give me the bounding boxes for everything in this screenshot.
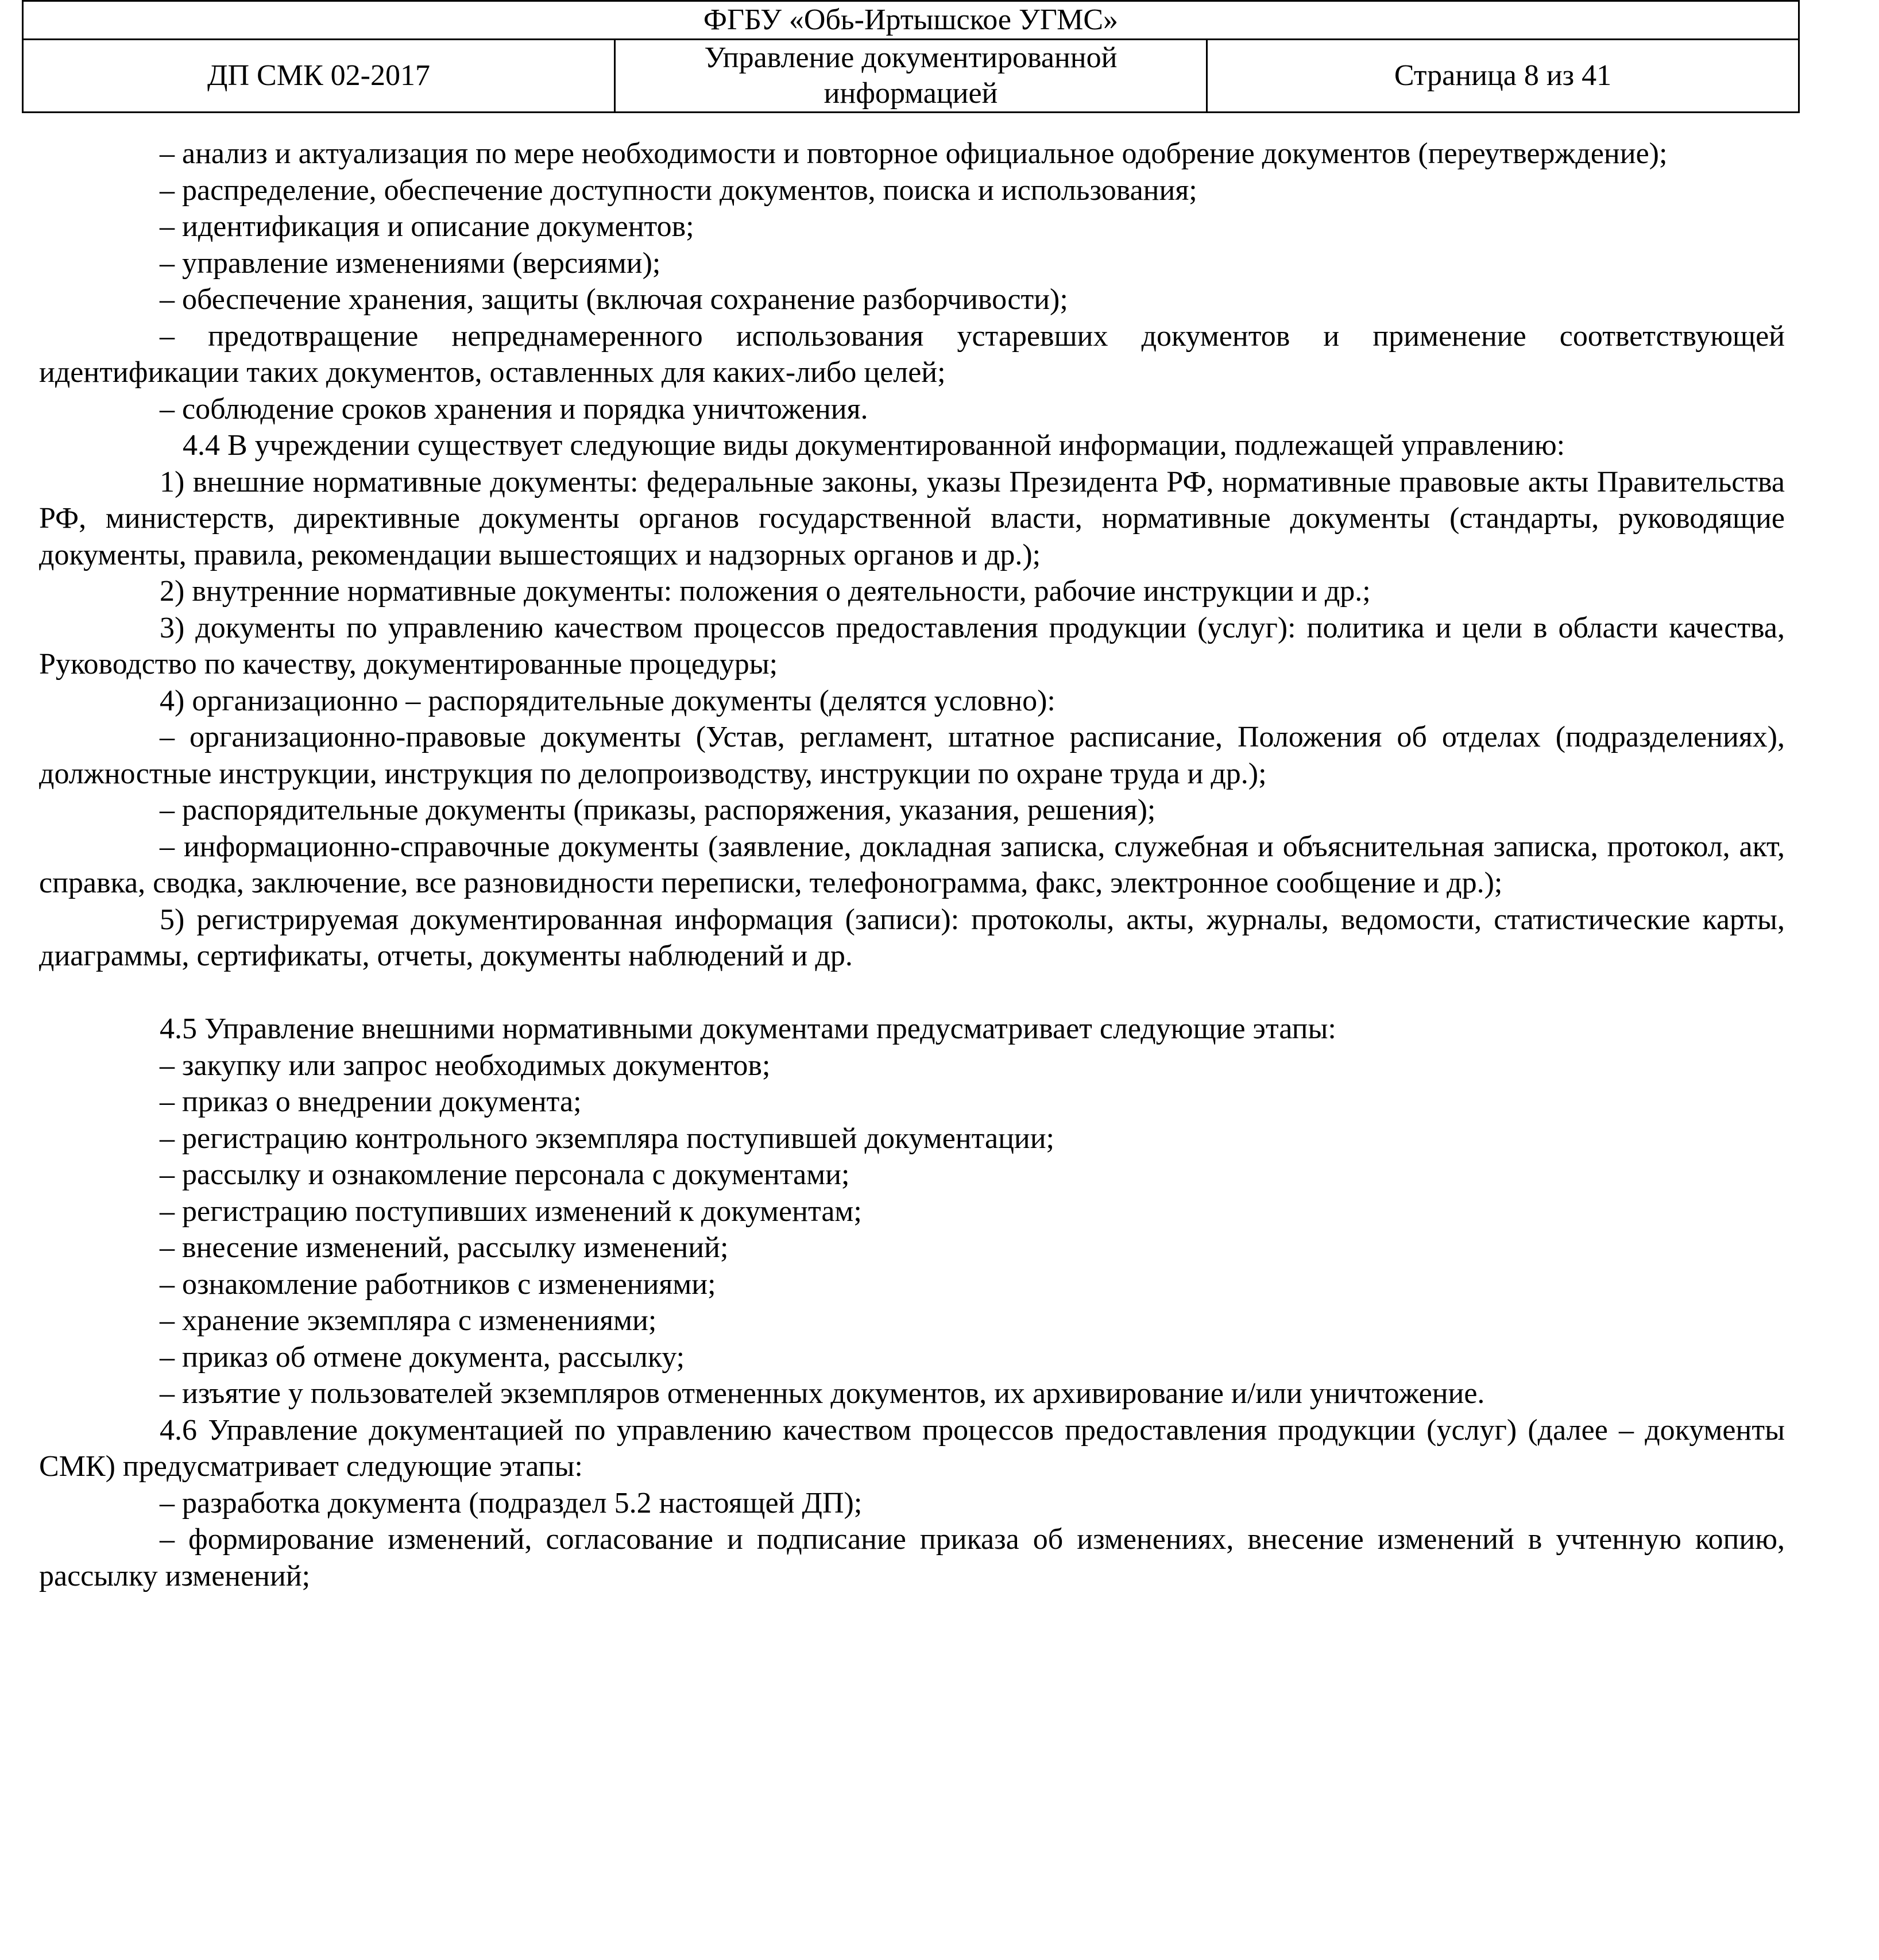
paragraph: – обеспечение хранения, защиты (включая сохранение разборчивости);	[160, 283, 1068, 316]
paragraph: – распорядительные документы (приказы, распоряжения, указания, решения);	[160, 794, 1156, 826]
paragraph: – организационно-правовые документы (Устав, регламент, штатное расписание, Положения об отделах (подразделениях), должностные инструкции, инструкция по делопроизводству, инструкции по охране труда и др.);	[39, 721, 1785, 790]
organization-name: ФГБУ «Обь-Иртышское УГМС»	[23, 1, 1799, 40]
paragraph: – идентификация и описание документов;	[160, 210, 694, 243]
paragraph: – регистрацию поступивших изменений к документам;	[160, 1194, 862, 1228]
document-header-table	[22, 0, 1800, 113]
paragraph: – рассылку и ознакомление персонала с документами;	[160, 1158, 850, 1191]
paragraph: 4) организационно – распорядительные документы (делятся условно):	[160, 684, 1056, 717]
paragraph: 1) внешние нормативные документы: федеральные законы, указы Президента РФ, нормативные правовые акты Правительства РФ, министерств, директивные документы органов государственной власти, нормативные документы (стандарты, руководящие документы, правила, рекомендации вышестоящих и надзорных органов и др.);	[39, 465, 1785, 571]
paragraph: – хранение экземпляра с изменениями;	[160, 1304, 657, 1337]
section-4-4-heading: 4.4 В учреждении существует следующие виды документированной информации, подлежащей управлению:	[183, 429, 1565, 462]
paragraph: 2) внутренние нормативные документы: положения о деятельности, рабочие инструкции и др.;	[160, 575, 1371, 608]
paragraph: – формирование изменений, согласование и подписание приказа об изменениях, внесение изменений в учтенную копию, рассылку изменений;	[39, 1523, 1785, 1592]
section-4-6-heading: 4.6 Управление документацией по управлению качеством процессов предоставления продукции (услуг) (далее – документы СМК) предусматривает следующие этапы:	[39, 1413, 1785, 1483]
document-code: ДП СМК 02-2017	[23, 40, 615, 113]
section-4-5-heading: 4.5 Управление внешними нормативными документами предусматривает следующие этапы:	[160, 1012, 1336, 1045]
document-title: Управление документированной информацией	[615, 40, 1207, 113]
paragraph: – соблюдение сроков хранения и порядка уничтожения.	[160, 392, 868, 426]
paragraph: – распределение, обеспечение доступности документов, поиска и использования;	[160, 173, 1197, 207]
paragraph: – разработка документа (подраздел 5.2 настоящей ДП);	[160, 1486, 863, 1520]
paragraph: – приказ о внедрении документа;	[160, 1085, 582, 1118]
paragraph: – внесение изменений, рассылку изменений;	[160, 1231, 729, 1264]
paragraph: – предотвращение непреднамеренного использования устаревших документов и применение соответствующей идентификации таких документов, оставленных для каких-либо целей;	[39, 319, 1785, 389]
paragraph: – управление изменениями (версиями);	[160, 246, 661, 280]
document-body	[39, 136, 1785, 1594]
page-number: Страница 8 из 41	[1207, 40, 1799, 113]
paragraph: 5) регистрируемая документированная информация (записи): протоколы, акты, журналы, ведомости, статистические карты, диаграммы, сертификаты, отчеты, документы наблюдений и др.	[39, 903, 1785, 972]
paragraph: – закупку или запрос необходимых документов;	[160, 1049, 771, 1082]
paragraph: – анализ и актуализация по мере необходимости и повторное официальное одобрение документов (переутверждение);	[160, 137, 1668, 170]
paragraph: – информационно-справочные документы (заявление, докладная записка, служебная и объяснительная записка, протокол, акт, справка, сводка, заключение, все разновидности переписки, телефонограмма, факс, электронное сообщение и др.);	[39, 830, 1785, 899]
paragraph: 3) документы по управлению качеством процессов предоставления продукции (услуг): политика и цели в области качества, Руководство по качеству, документированные процедуры;	[39, 611, 1785, 681]
paragraph: – регистрацию контрольного экземпляра поступившей документации;	[160, 1122, 1054, 1155]
paragraph: – изъятие у пользователей экземпляров отмененных документов, их архивирование и/или уничтожение.	[160, 1377, 1485, 1410]
paragraph: – ознакомление работников с изменениями;	[160, 1267, 716, 1301]
paragraph: – приказ об отмене документа, рассылку;	[160, 1340, 685, 1374]
